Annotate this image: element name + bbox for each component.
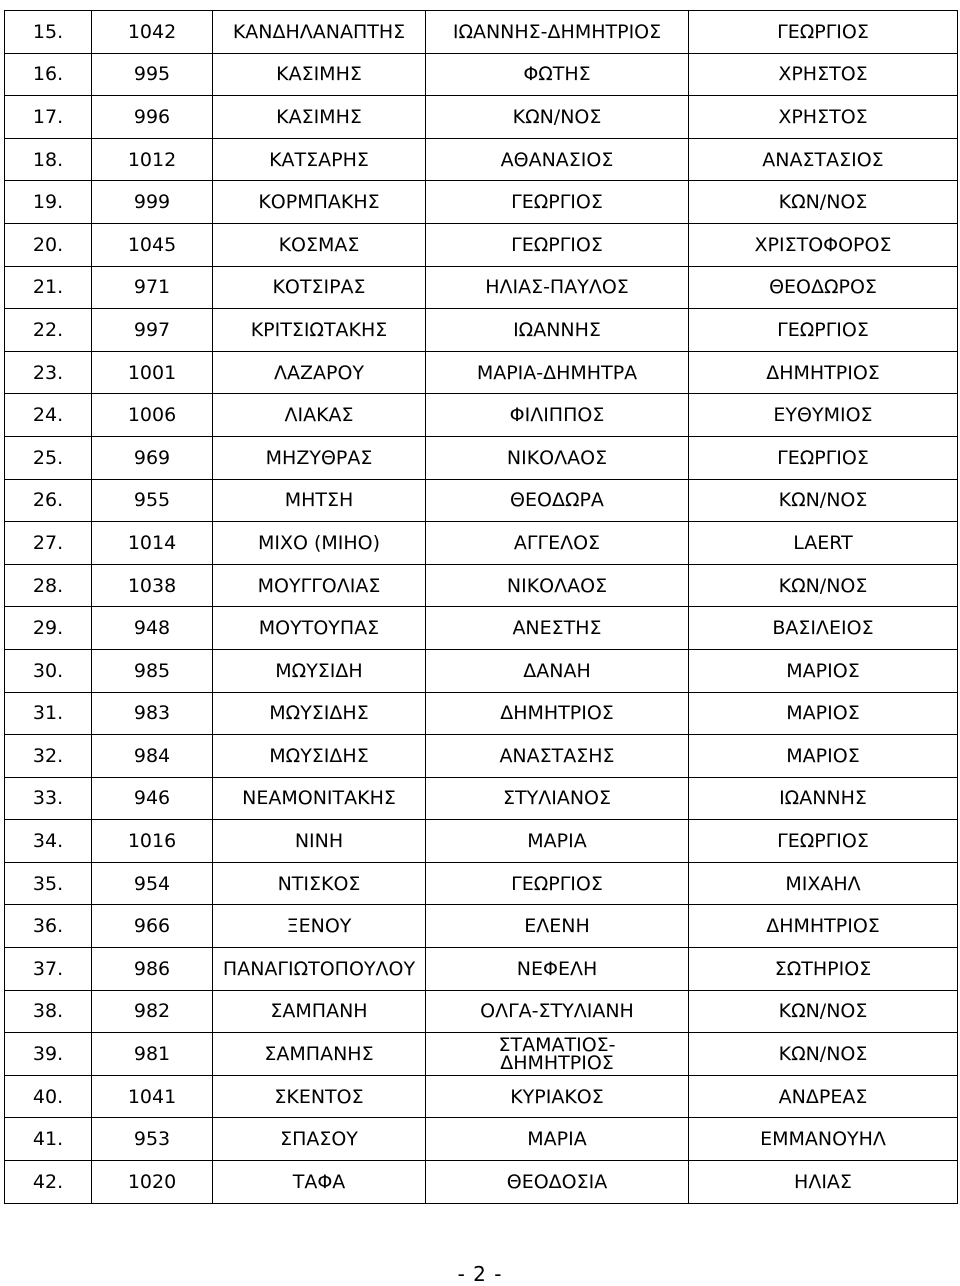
surname-cell: ΚΟΣΜΑΣ [213, 223, 426, 266]
row-number-cell: 36. [5, 905, 92, 948]
registration-id-cell: 1042 [92, 11, 213, 54]
row-number-cell: 32. [5, 735, 92, 778]
first-name-cell: ΓΕΩΡΓΙΟΣ [426, 862, 689, 905]
registration-id-cell: 1038 [92, 564, 213, 607]
table-row [5, 223, 958, 266]
registration-id-cell: 969 [92, 436, 213, 479]
row-number-cell: 42. [5, 1161, 92, 1204]
father-name-cell: ΚΩΝ/ΝΟΣ [689, 181, 958, 224]
registration-id-cell: 981 [92, 1033, 213, 1076]
father-name-cell: ΧΡΗΣΤΟΣ [689, 53, 958, 96]
father-name-cell: ΚΩΝ/ΝΟΣ [689, 1033, 958, 1076]
first-name-cell: ΚΥΡΙΑΚΟΣ [426, 1075, 689, 1118]
row-number-cell: 15. [5, 11, 92, 54]
surname-cell: ΜΩΥΣΙΔΗΣ [213, 692, 426, 735]
registration-id-cell: 1045 [92, 223, 213, 266]
father-name-cell: ΓΕΩΡΓΙΟΣ [689, 11, 958, 54]
row-number-cell: 28. [5, 564, 92, 607]
roster-table [4, 10, 958, 1204]
row-number-cell: 29. [5, 607, 92, 650]
table-row [5, 479, 958, 522]
surname-cell: ΝΙΝΗ [213, 820, 426, 863]
table-row [5, 138, 958, 181]
first-name-cell: ΘΕΟΔΟΣΙΑ [426, 1161, 689, 1204]
father-name-cell: ΚΩΝ/ΝΟΣ [689, 990, 958, 1033]
surname-cell: ΚΑΤΣΑΡΗΣ [213, 138, 426, 181]
first-name-cell: ΝΙΚΟΛΑΟΣ [426, 564, 689, 607]
first-name-cell: ΣΤΥΛΙΑΝΟΣ [426, 777, 689, 820]
registration-id-cell: 1006 [92, 394, 213, 437]
first-name-cell: ΜΑΡΙΑ [426, 1118, 689, 1161]
surname-cell: ΤΑΦΑ [213, 1161, 426, 1204]
registration-id-cell: 1020 [92, 1161, 213, 1204]
table-row [5, 436, 958, 479]
first-name-cell: ΗΛΙΑΣ-ΠΑΥΛΟΣ [426, 266, 689, 309]
row-number-cell: 17. [5, 96, 92, 139]
row-number-cell: 35. [5, 862, 92, 905]
first-name-cell: ΜΑΡΙΑ [426, 820, 689, 863]
registration-id-cell: 953 [92, 1118, 213, 1161]
row-number-cell: 21. [5, 266, 92, 309]
registration-id-cell: 948 [92, 607, 213, 650]
father-name-cell: ΜΑΡΙΟΣ [689, 649, 958, 692]
registration-id-cell: 997 [92, 309, 213, 352]
table-row [5, 53, 958, 96]
first-name-cell: ΙΩΑΝΝΗΣ-ΔΗΜΗΤΡΙΟΣ [426, 11, 689, 54]
surname-cell: ΣΠΑΣΟΥ [213, 1118, 426, 1161]
table-row [5, 1161, 958, 1204]
surname-cell: ΣΑΜΠΑΝΗ [213, 990, 426, 1033]
registration-id-cell: 1014 [92, 522, 213, 565]
surname-cell: ΞΕΝΟΥ [213, 905, 426, 948]
table-row [5, 607, 958, 650]
first-name-cell: ΝΙΚΟΛΑΟΣ [426, 436, 689, 479]
row-number-cell: 27. [5, 522, 92, 565]
registration-id-cell: 999 [92, 181, 213, 224]
registration-id-cell: 982 [92, 990, 213, 1033]
table-row [5, 692, 958, 735]
first-name-cell: ΑΓΓΕΛΟΣ [426, 522, 689, 565]
row-number-cell: 34. [5, 820, 92, 863]
surname-cell: ΚΡΙΤΣΙΩΤΑΚΗΣ [213, 309, 426, 352]
first-name-cell: ΟΛΓΑ-ΣΤΥΛΙΑΝΗ [426, 990, 689, 1033]
father-name-cell: ΓΕΩΡΓΙΟΣ [689, 436, 958, 479]
table-row [5, 862, 958, 905]
row-number-cell: 19. [5, 181, 92, 224]
row-number-cell: 37. [5, 948, 92, 991]
surname-cell: ΠΑΝΑΓΙΩΤΟΠΟΥΛΟΥ [213, 948, 426, 991]
table-row [5, 735, 958, 778]
table-row [5, 181, 958, 224]
first-name-cell: ΕΛΕΝΗ [426, 905, 689, 948]
surname-cell: ΜΙΧΟ (ΜΙΗΟ) [213, 522, 426, 565]
registration-id-cell: 986 [92, 948, 213, 991]
first-name-cell: ΑΘΑΝΑΣΙΟΣ [426, 138, 689, 181]
registration-id-cell: 955 [92, 479, 213, 522]
father-name-cell: ΧΡΗΣΤΟΣ [689, 96, 958, 139]
table-row [5, 1075, 958, 1118]
surname-cell: ΝΕΑΜΟΝΙΤΑΚΗΣ [213, 777, 426, 820]
first-name-cell: ΦΙΛΙΠΠΟΣ [426, 394, 689, 437]
surname-cell: ΚΟΤΣΙΡΑΣ [213, 266, 426, 309]
roster-body [5, 11, 958, 1204]
father-name-cell: LAERT [689, 522, 958, 565]
father-name-cell: ΚΩΝ/ΝΟΣ [689, 564, 958, 607]
registration-id-cell: 1001 [92, 351, 213, 394]
registration-id-cell: 1012 [92, 138, 213, 181]
table-row [5, 266, 958, 309]
table-row [5, 1033, 958, 1076]
registration-id-cell: 954 [92, 862, 213, 905]
surname-cell: ΚΟΡΜΠΑΚΗΣ [213, 181, 426, 224]
row-number-cell: 30. [5, 649, 92, 692]
row-number-cell: 38. [5, 990, 92, 1033]
father-name-cell: ΣΩΤΗΡΙΟΣ [689, 948, 958, 991]
row-number-cell: 23. [5, 351, 92, 394]
father-name-cell: ΜΑΡΙΟΣ [689, 692, 958, 735]
father-name-cell: ΜΑΡΙΟΣ [689, 735, 958, 778]
registration-id-cell: 966 [92, 905, 213, 948]
first-name-cell: ΝΕΦΕΛΗ [426, 948, 689, 991]
first-name-cell: ΙΩΑΝΝΗΣ [426, 309, 689, 352]
father-name-cell: ΔΗΜΗΤΡΙΟΣ [689, 905, 958, 948]
page-number: - 2 - [457, 1262, 503, 1286]
row-number-cell: 24. [5, 394, 92, 437]
first-name-cell: ΑΝΑΣΤΑΣΗΣ [426, 735, 689, 778]
registration-id-cell: 985 [92, 649, 213, 692]
first-name-cell: ΔΑΝΑΗ [426, 649, 689, 692]
row-number-cell: 26. [5, 479, 92, 522]
row-number-cell: 33. [5, 777, 92, 820]
surname-cell: ΣΑΜΠΑΝΗΣ [213, 1033, 426, 1076]
father-name-cell: ΕΜΜΑΝΟΥΗΛ [689, 1118, 958, 1161]
surname-cell: ΚΑΣΙΜΗΣ [213, 53, 426, 96]
father-name-cell: ΕΥΘΥΜΙΟΣ [689, 394, 958, 437]
registration-id-cell: 946 [92, 777, 213, 820]
table-row [5, 11, 958, 54]
father-name-cell: ΧΡΙΣΤΟΦΟΡΟΣ [689, 223, 958, 266]
first-name-cell: ΑΝΕΣΤΗΣ [426, 607, 689, 650]
table-row [5, 309, 958, 352]
father-name-cell: ΜΙΧΑΗΛ [689, 862, 958, 905]
surname-cell: ΣΚΕΝΤΟΣ [213, 1075, 426, 1118]
row-number-cell: 40. [5, 1075, 92, 1118]
surname-cell: ΚΑΝΔΗΛΑΝΑΠΤΗΣ [213, 11, 426, 54]
surname-cell: ΜΩΥΣΙΔΗ [213, 649, 426, 692]
surname-cell: ΝΤΙΣΚΟΣ [213, 862, 426, 905]
first-name-cell: ΘΕΟΔΩΡΑ [426, 479, 689, 522]
table-row [5, 96, 958, 139]
surname-cell: ΜΟΥΤΟΥΠΑΣ [213, 607, 426, 650]
table-row [5, 1118, 958, 1161]
registration-id-cell: 1041 [92, 1075, 213, 1118]
father-name-cell: ΒΑΣΙΛΕΙΟΣ [689, 607, 958, 650]
first-name-cell: ΚΩΝ/ΝΟΣ [426, 96, 689, 139]
father-name-cell: ΓΕΩΡΓΙΟΣ [689, 309, 958, 352]
row-number-cell: 20. [5, 223, 92, 266]
row-number-cell: 16. [5, 53, 92, 96]
table-row [5, 649, 958, 692]
first-name-cell: ΔΗΜΗΤΡΙΟΣ [426, 692, 689, 735]
surname-cell: ΜΟΥΓΓΟΛΙΑΣ [213, 564, 426, 607]
row-number-cell: 39. [5, 1033, 92, 1076]
father-name-cell: ΗΛΙΑΣ [689, 1161, 958, 1204]
table-row [5, 948, 958, 991]
table-row [5, 990, 958, 1033]
father-name-cell: ΑΝΔΡΕΑΣ [689, 1075, 958, 1118]
table-row [5, 351, 958, 394]
surname-cell: ΜΩΥΣΙΔΗΣ [213, 735, 426, 778]
father-name-cell: ΔΗΜΗΤΡΙΟΣ [689, 351, 958, 394]
row-number-cell: 31. [5, 692, 92, 735]
table-row [5, 905, 958, 948]
table-row [5, 564, 958, 607]
father-name-cell: ΙΩΑΝΝΗΣ [689, 777, 958, 820]
registration-id-cell: 996 [92, 96, 213, 139]
row-number-cell: 18. [5, 138, 92, 181]
row-number-cell: 25. [5, 436, 92, 479]
first-name-cell: ΣΤΑΜΑΤΙΟΣ- ΔΗΜΗΤΡΙΟΣ [426, 1033, 689, 1076]
father-name-cell: ΘΕΟΔΩΡΟΣ [689, 266, 958, 309]
registration-id-cell: 984 [92, 735, 213, 778]
table-row [5, 777, 958, 820]
registration-id-cell: 983 [92, 692, 213, 735]
surname-cell: ΛΑΖΑΡΟΥ [213, 351, 426, 394]
first-name-cell: ΦΩΤΗΣ [426, 53, 689, 96]
surname-cell: ΚΑΣΙΜΗΣ [213, 96, 426, 139]
registration-id-cell: 971 [92, 266, 213, 309]
father-name-cell: ΓΕΩΡΓΙΟΣ [689, 820, 958, 863]
row-number-cell: 22. [5, 309, 92, 352]
table-row [5, 820, 958, 863]
first-name-cell: ΓΕΩΡΓΙΟΣ [426, 181, 689, 224]
row-number-cell: 41. [5, 1118, 92, 1161]
first-name-cell: ΜΑΡΙΑ-ΔΗΜΗΤΡΑ [426, 351, 689, 394]
registration-id-cell: 1016 [92, 820, 213, 863]
table-row [5, 394, 958, 437]
registration-id-cell: 995 [92, 53, 213, 96]
father-name-cell: ΑΝΑΣΤΑΣΙΟΣ [689, 138, 958, 181]
first-name-cell: ΓΕΩΡΓΙΟΣ [426, 223, 689, 266]
surname-cell: ΛΙΑΚΑΣ [213, 394, 426, 437]
table-row [5, 522, 958, 565]
surname-cell: ΜΗΖΥΘΡΑΣ [213, 436, 426, 479]
father-name-cell: ΚΩΝ/ΝΟΣ [689, 479, 958, 522]
surname-cell: ΜΗΤΣΗ [213, 479, 426, 522]
